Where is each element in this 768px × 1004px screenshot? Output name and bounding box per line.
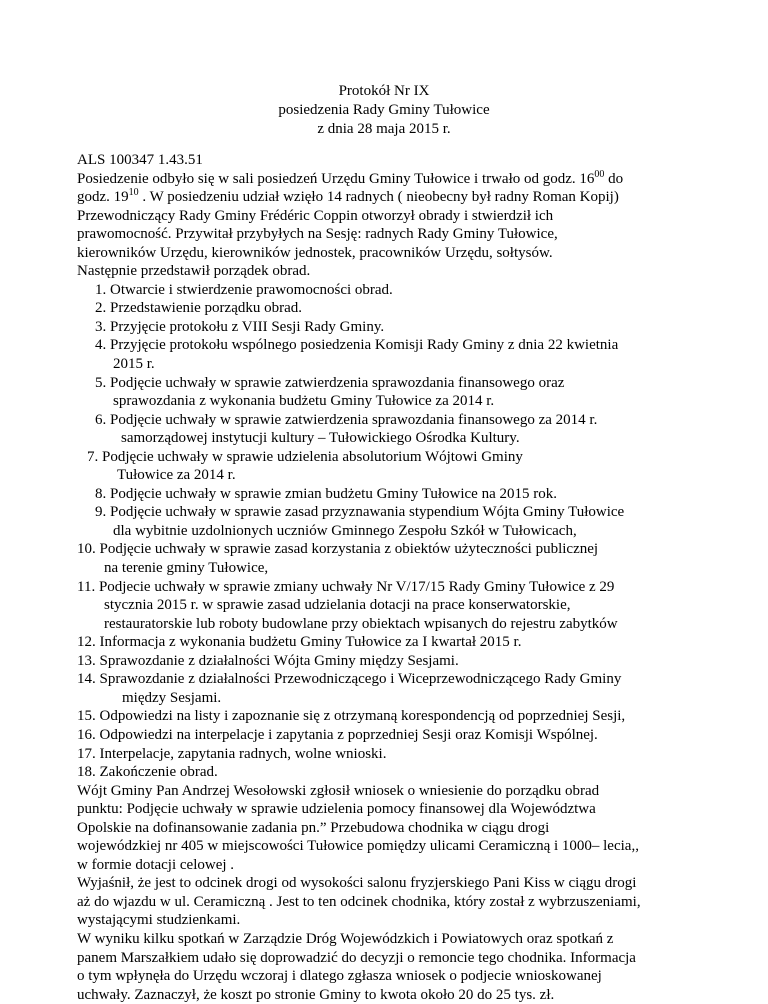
agenda-item: 2. Przedstawienie porządku obrad. <box>95 300 303 317</box>
agenda-item-continuation: samorządowej instytucji kultury – Tułowickiego Ośrodka Kultury. <box>121 430 520 447</box>
paragraph-line: wystającymi studzienkami. <box>77 912 241 929</box>
session-text-b: do <box>604 170 624 187</box>
agenda-item: 15. Odpowiedzi na listy i zapoznanie się z otrzymaną korespondencją od poprzedniej Sesji, <box>77 708 626 725</box>
end-minutes: 10 <box>128 187 139 199</box>
protocol-subtitle: posiedzenia Rady Gminy Tułowice <box>278 102 490 118</box>
agenda-item: 11. Podjecie uchwały w sprawie zmiany uchwały Nr V/17/15 Rady Gminy Tułowice z 29 <box>77 578 615 595</box>
paragraph-line: punktu: Podjęcie uchwały w sprawie udzielenia pomocy finansowej dla Województwa <box>77 801 596 818</box>
agenda-item: 4. Przyjęcie protokołu wspólnego posiedzenia Komisji Rady Gminy z dnia 22 kwietnia <box>95 337 619 354</box>
paragraph-line: W wyniku kilku spotkań w Zarządzie Dróg Wojewódzkich i Powiatowych oraz spotkań z <box>77 930 614 947</box>
session-text-d: . W posiedzeniu udział wzięło 14 radnych ( nieobecny był radny Roman Kopij) <box>138 189 619 206</box>
agenda-item: 3. Przyjęcie protokołu z VIII Sesji Rady Gminy. <box>95 318 385 335</box>
agenda-item: 17. Interpelacje, zapytania radnych, wolne wnioski. <box>77 745 387 762</box>
paragraph-line: aż do wjazdu w ul. Ceramiczną . Jest to ten odcinek chodnika, który został z wybrzuszeniami, <box>77 893 641 910</box>
start-minutes: 00 <box>594 168 605 180</box>
agenda-item: 12. Informacja z wykonania budżetu Gminy Tułowice za I kwartał 2015 r. <box>77 634 522 651</box>
agenda-intro: Następnie przedstawił porządek obrad. <box>77 263 311 280</box>
agenda-item: 8. Podjęcie uchwały w sprawie zmian budżetu Gminy Tułowice na 2015 rok. <box>95 485 557 502</box>
agenda-item-continuation: sprawozdania z wykonania budżetu Gminy Tułowice za 2014 r. <box>113 393 495 410</box>
paragraph-line: Przewodniczący Rady Gminy Frédéric Coppin otworzył obrady i stwierdził ich <box>77 207 554 224</box>
agenda-item-continuation: restauratorskie lub roboty budowlane przy obiektach wpisanych do rejestru zabytków <box>104 615 618 632</box>
protocol-title: Protokół Nr IX <box>338 83 430 99</box>
agenda-item: 7. Podjęcie uchwały w sprawie udzielenia absolutorium Wójtowi Gminy <box>87 448 523 465</box>
agenda-item-continuation: 2015 r. <box>113 356 155 373</box>
agenda-item-continuation: stycznia 2015 r. w sprawie zasad udzielania dotacji na prace konserwatorskie, <box>104 597 571 614</box>
protocol-date: z dnia 28 maja 2015 r. <box>317 121 451 137</box>
paragraph-line: uchwały. Zaznaczył, że koszt po stronie Gminy to kwota około 20 do 25 tys. zł. <box>77 986 555 1003</box>
paragraph-line: panem Marszałkiem udało się doprowadzić do decyzji o remoncie tego chodnika. Informacja <box>77 949 636 966</box>
session-time-line <box>77 170 697 189</box>
paragraph-line: Wójt Gminy Pan Andrzej Wesołowski zgłosił wniosek o wniesienie do porządku obrad <box>77 782 600 799</box>
agenda-item-continuation: dla wybitnie uzdolnionych uczniów Gminnego Zespołu Szkół w Tułowicach, <box>113 522 577 539</box>
session-text-a: Posiedzenie odbyło się w sali posiedzeń Urzędu Gminy Tułowice i trwało od godz. 16 <box>77 170 595 187</box>
agenda-item-continuation: Tułowice za 2014 r. <box>117 467 236 484</box>
paragraph-line: wojewódzkiej nr 405 w miejscowości Tułowice pomiędzy ulicami Ceramiczną i 1000– lecia,, <box>77 838 639 855</box>
reference-number: ALS 100347 1.43.51 <box>77 152 203 168</box>
protocol-header <box>0 82 768 139</box>
agenda-item: 6. Podjęcie uchwały w sprawie zatwierdzenia sprawozdania finansowego za 2014 r. <box>95 411 598 428</box>
agenda-item: 9. Podjęcie uchwały w sprawie zasad przyznawania stypendium Wójta Gminy Tułowice <box>95 504 625 521</box>
agenda-item: 1. Otwarcie i stwierdzenie prawomocności obrad. <box>95 281 393 298</box>
agenda-item-continuation: między Sesjami. <box>122 689 222 706</box>
paragraph-line: w formie dotacji celowej . <box>77 856 235 873</box>
agenda-item: 13. Sprawozdanie z działalności Wójta Gminy między Sesjami. <box>77 652 459 669</box>
agenda-item: 10. Podjęcie uchwały w sprawie zasad korzystania z obiektów użyteczności publicznej <box>77 541 599 558</box>
agenda-item: 5. Podjęcie uchwały w sprawie zatwierdzenia sprawozdania finansowego oraz <box>95 374 565 391</box>
paragraph-line: o tym wpłynęła do Urzędu wczoraj i dlatego zgłasza wniosek o podjecie wnioskowanej <box>77 968 602 985</box>
protocol-body <box>77 151 697 1004</box>
agenda-item: 16. Odpowiedzi na interpelacje i zapytania z poprzedniej Sesji oraz Komisji Wspólnej. <box>77 726 598 743</box>
agenda-item: 18. Zakończenie obrad. <box>77 764 218 781</box>
paragraph-line: Wyjaśnił, że jest to odcinek drogi od wysokości salonu fryzjerskiego Pani Kiss w ciągu drogi <box>77 875 637 892</box>
paragraph-line: prawomocność. Przywitał przybyłych na Sesję: radnych Rady Gminy Tułowice, <box>77 226 558 243</box>
session-text-c: godz. 19 <box>77 189 129 206</box>
agenda-item-continuation: na terenie gminy Tułowice, <box>104 560 269 577</box>
paragraph-line: Opolskie na dofinansowanie zadania pn.” Przebudowa chodnika w ciągu drogi <box>77 819 550 836</box>
paragraph-line: kierowników Urzędu, kierowników jednostek, pracowników Urzędu, sołtysów. <box>77 244 553 261</box>
session-time-line-2 <box>77 188 697 207</box>
agenda-item: 14. Sprawozdanie z działalności Przewodniczącego i Wiceprzewodniczącego Rady Gminy <box>77 671 622 688</box>
